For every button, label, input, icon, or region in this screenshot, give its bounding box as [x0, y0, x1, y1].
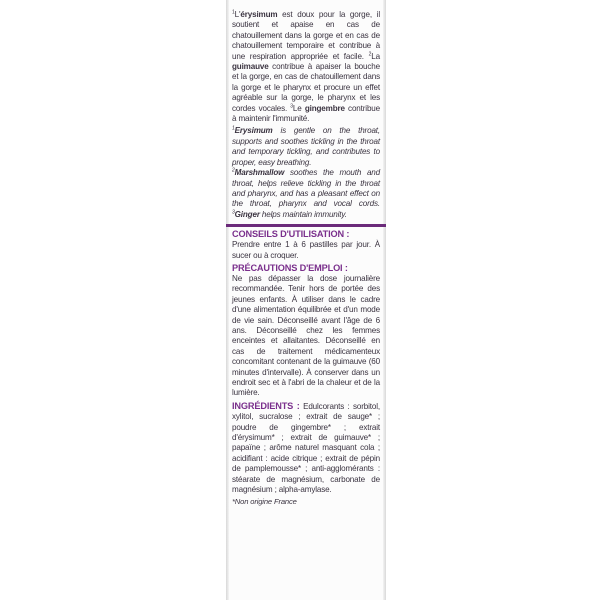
english-intro: $^1$Erysimum is gentle on the throat, supports and soothes tickling in the throat and temporary tickling, and contributes to proper, easy breathing. $^2$Marshmallow soothes the mouth and throat, helps relieve tickling in the throat and pharynx, and has a pleasant effect on the throat, pharynx and vocal cords. $^3$Ginger helps maintain immunity. — [232, 125, 380, 219]
ingredient-name: Ginger — [234, 209, 260, 219]
ingredient-name: Erysimum — [234, 126, 273, 136]
label-left-edge — [226, 0, 229, 600]
precautions-heading: PRÉCAUTIONS D'EMPLOI : — [232, 262, 348, 273]
label-right-edge — [383, 0, 386, 600]
ingredient-name: gingembre — [304, 103, 345, 113]
label-content — [232, 10, 380, 508]
ingredients-text: Edulcorants : sorbitol, xylitol, sucralose ; extrait de sauge* ; poudre de gingembre* ; extrait d'érysimum* ; extrait de guimauve* ; papaïne ; arôme naturel masquant cola ; acidifiant : acide citrique ; extrait de pépin de pamplemousse* ; anti-agglomérants : stéarate de magnésium, carbonate de magnésium ; alpha-amylase. — [232, 401, 380, 495]
ingredient-name: guimauve — [232, 62, 269, 72]
ingredients-block — [232, 401, 380, 496]
origin-note: *Non origine France — [232, 497, 297, 507]
usage-text: Prendre entre 1 à 6 pastilles par jour. À sucer ou à croquer. — [232, 240, 380, 260]
section-divider — [226, 224, 386, 227]
ingredient-name: érysimum — [240, 10, 278, 19]
ingredient-name: Marshmallow — [234, 168, 285, 178]
product-label-panel — [226, 0, 386, 600]
ingredients-heading: INGRÉDIENTS : — [232, 400, 300, 411]
usage-heading: CONSEILS D'UTILISATION : — [232, 229, 350, 240]
french-intro: $^1$L'érysimum est doux pour la gorge, il soutient et apaise en cas de chatouillement dans la gorge et en cas de chatouillement temporaire et contribue à une respiration appropriée et facile. $^2$La guimauve contribue à apaiser la bouche et la gorge, en cas de chatouillement dans la gorge et le pharynx et procure un effet agréable sur la gorge, le pharynx et les cordes vocales. $^3$Le gingembre contribue à maintenir l'immunité. — [232, 9, 380, 124]
precautions-text: Ne pas dépasser la dose journalière recommandée. Tenir hors de portée des jeunes enfants. À utiliser dans le cadre d'une alimentation équilibrée et d'un mode de vie sain. Déconseillé avant l'âge de 6 ans. Déconseillé chez les femmes enceintes et allaitantes. Déconseillé en cas de traitement médicamenteux concomitant contenant de la guimauve (60 minutes d'intervalle). À conserver dans un endroit sec et à l'abri de la chaleur et de la lumière. — [232, 273, 380, 398]
